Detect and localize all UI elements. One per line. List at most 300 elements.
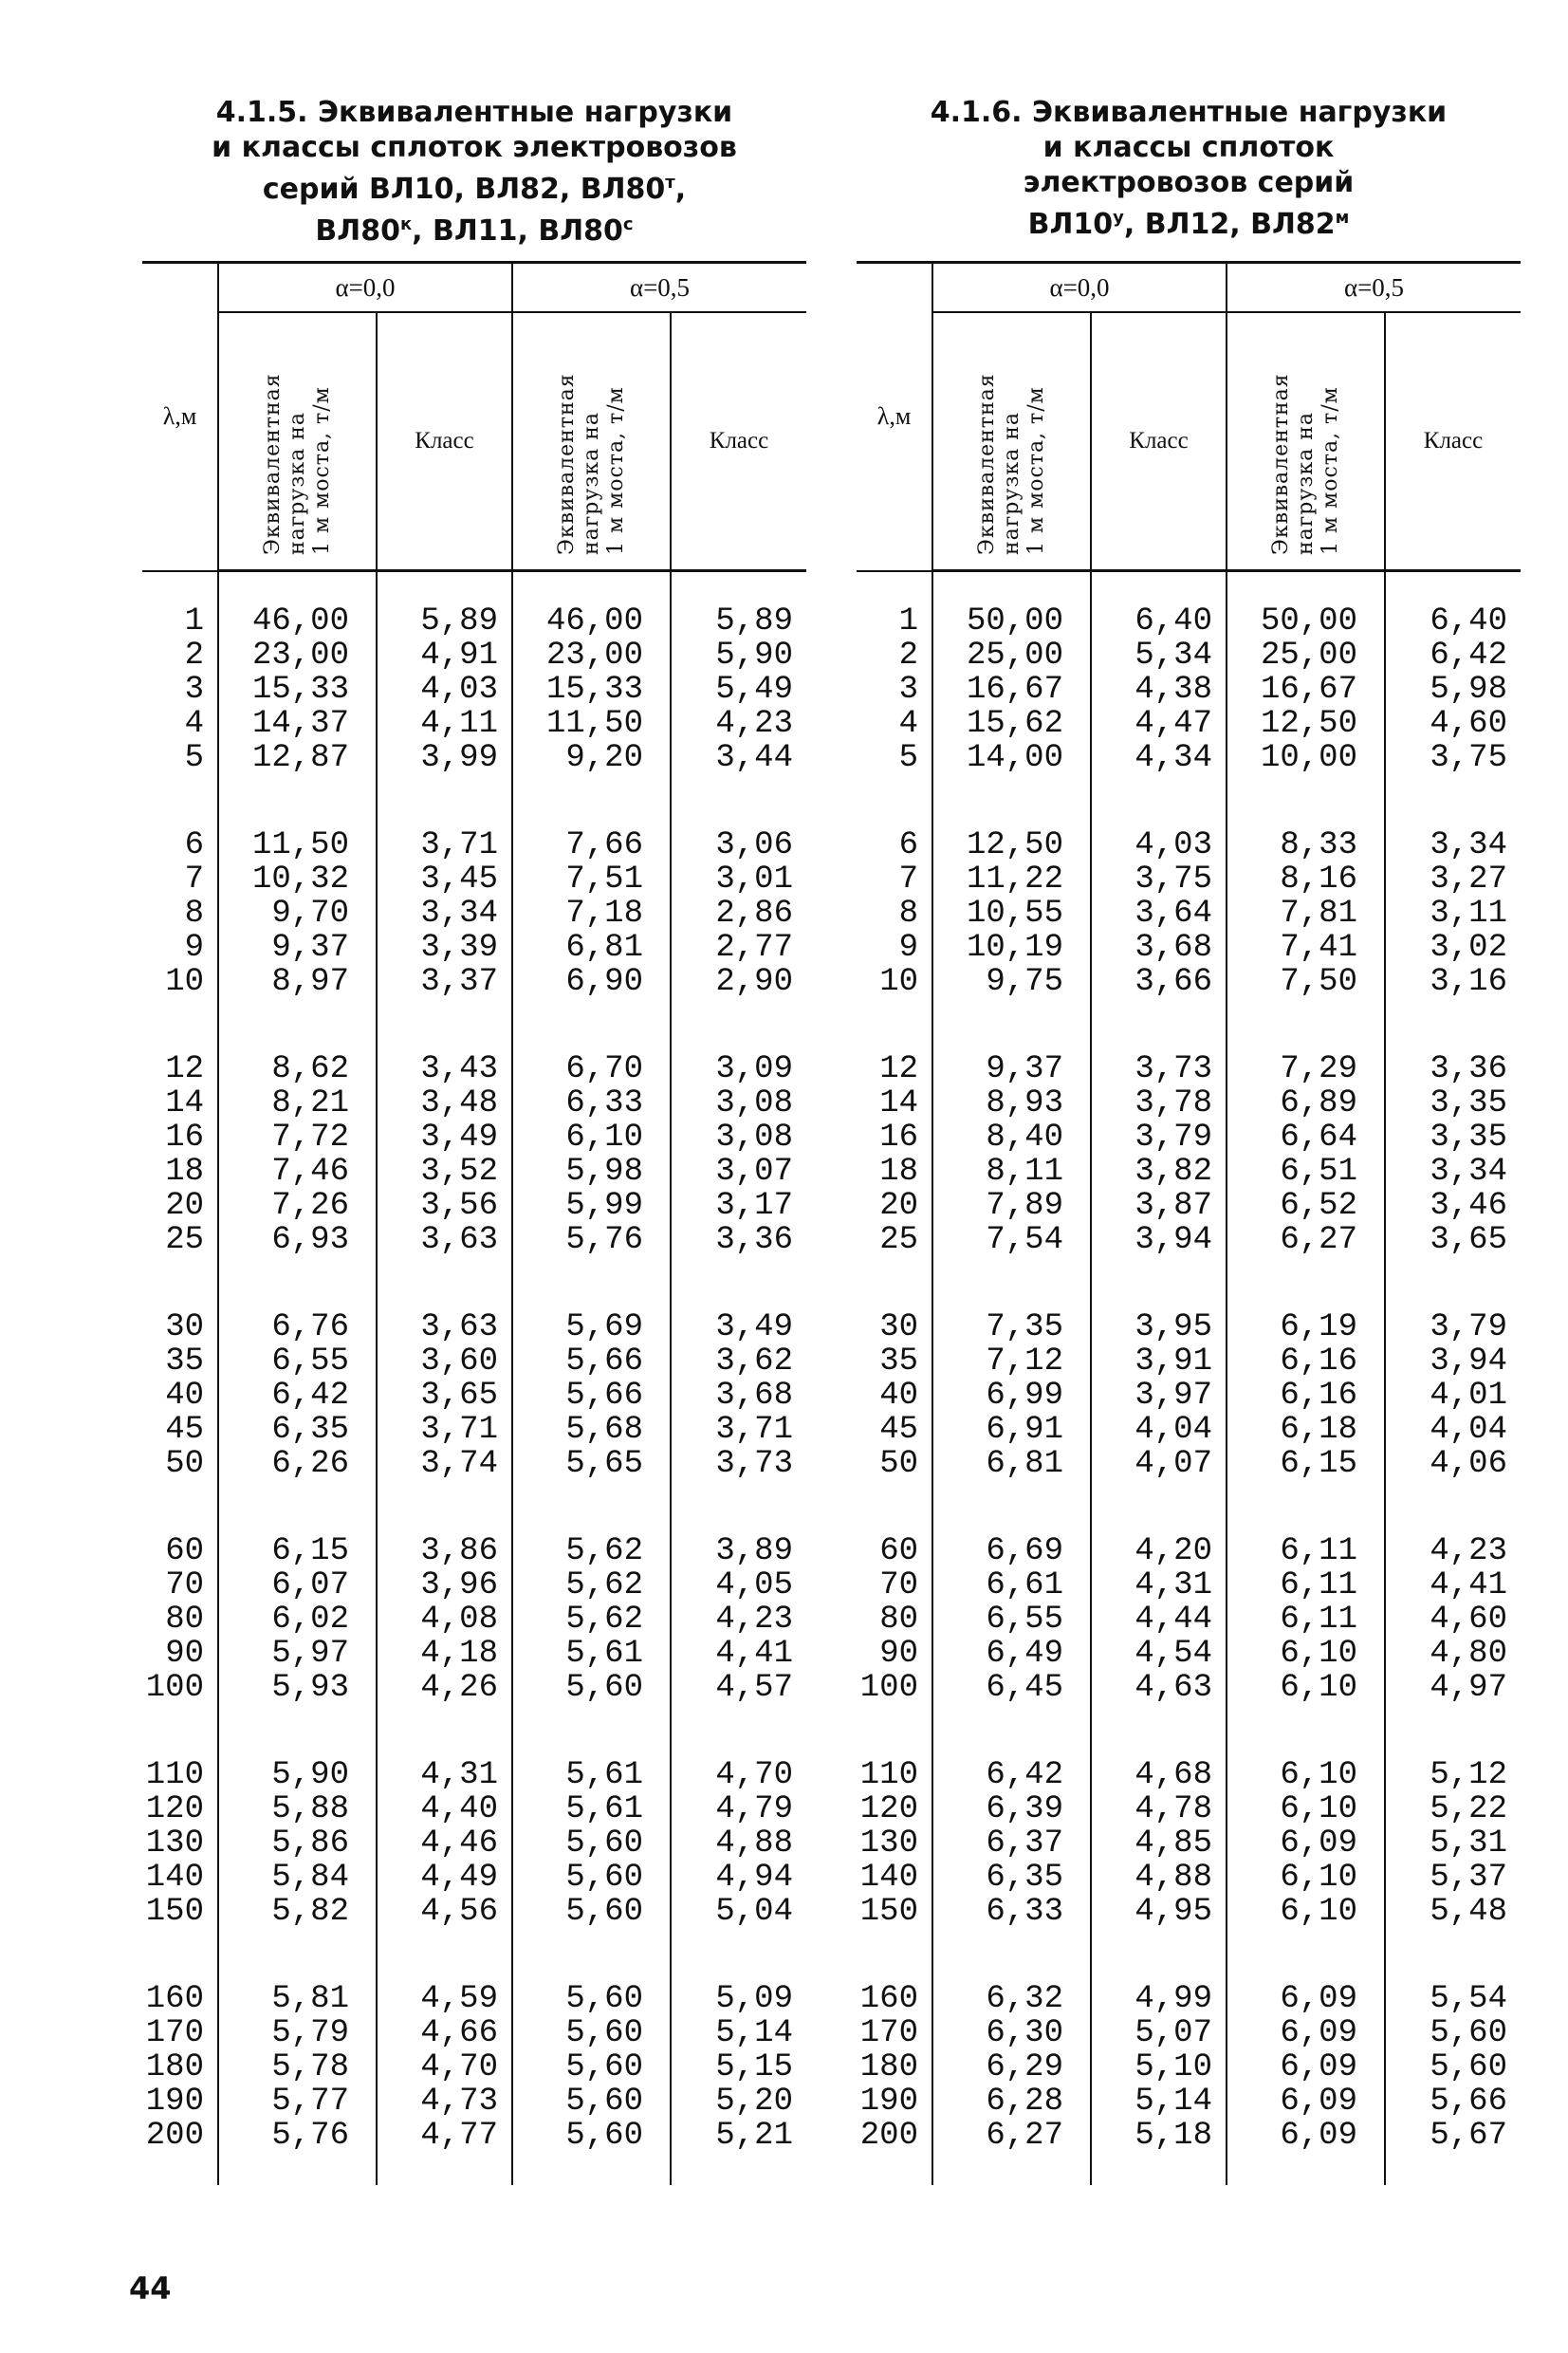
class-a05-cell: 3,34 xyxy=(1385,1155,1521,1189)
lambda-cell: 30 xyxy=(165,1309,204,1345)
class-a0-cell: 6,40 xyxy=(1091,604,1227,639)
class-a05-cell: 5,48 xyxy=(1385,1895,1521,1929)
load-a05-cell: 5,60 xyxy=(512,2016,671,2050)
class-a0-cell: 3,97 xyxy=(1091,1379,1227,1413)
table-row xyxy=(857,1447,1521,1481)
table-row xyxy=(142,1895,806,1929)
header-row-alpha xyxy=(142,263,806,313)
table-row xyxy=(857,1223,1521,1257)
table-title-4-1-5 xyxy=(142,95,806,261)
load-a0-cell: 5,93 xyxy=(218,1671,377,1705)
lambda-cell: 6 xyxy=(184,827,204,863)
class-a05-cell: 3,44 xyxy=(671,741,806,775)
lambda-cell: 6 xyxy=(898,827,918,863)
table-row xyxy=(857,897,1521,931)
load-a0-cell: 6,37 xyxy=(932,1826,1091,1861)
table-row xyxy=(142,2084,806,2119)
load-a05-cell: 50,00 xyxy=(1227,604,1385,639)
table-panel-4-1-6 xyxy=(857,95,1521,2185)
table-row xyxy=(142,1447,806,1481)
lambda-cell: 150 xyxy=(145,1894,204,1930)
load-a0-cell: 12,50 xyxy=(932,828,1091,862)
table-row xyxy=(142,1603,806,1637)
load-a05-cell: 5,98 xyxy=(512,1155,671,1189)
class-a05-cell: 4,23 xyxy=(1385,1534,1521,1568)
spacer-row xyxy=(857,999,1521,1052)
lambda-cell: 12 xyxy=(165,1051,204,1087)
table-row xyxy=(857,2084,1521,2119)
class-a0-cell: 3,34 xyxy=(377,897,512,931)
class-a0-cell: 3,43 xyxy=(377,1052,512,1086)
class-a05-cell: 5,90 xyxy=(671,639,806,673)
table-row xyxy=(857,639,1521,673)
class-a05-cell: 4,60 xyxy=(1385,1603,1521,1637)
class-a0-cell: 4,03 xyxy=(1091,828,1227,862)
class-a0-cell: 5,89 xyxy=(377,604,512,639)
table-row xyxy=(142,1861,806,1895)
lambda-cell: 180 xyxy=(859,2049,918,2085)
lambda-cell: 9 xyxy=(898,930,918,966)
lambda-cell: 20 xyxy=(165,1188,204,1224)
load-a0-cell: 7,46 xyxy=(218,1155,377,1189)
spacer-row xyxy=(142,1929,806,1982)
class-a0-cell: 4,85 xyxy=(1091,1826,1227,1861)
load-a0-cell: 6,27 xyxy=(932,2119,1091,2153)
class-a05-cell: 3,27 xyxy=(1385,862,1521,897)
class-a05-cell: 4,80 xyxy=(1385,1637,1521,1671)
table-row xyxy=(142,1534,806,1568)
load-a05-cell: 7,81 xyxy=(1227,897,1385,931)
class-a0-cell: 3,60 xyxy=(377,1344,512,1379)
table-row xyxy=(142,1155,806,1189)
alpha-0-header: α=0,0 xyxy=(218,263,512,313)
class-header: Класс xyxy=(671,312,806,571)
class-a0-cell: 4,70 xyxy=(377,2050,512,2084)
load-a0-cell: 23,00 xyxy=(218,639,377,673)
class-a05-cell: 4,04 xyxy=(1385,1413,1521,1447)
class-a05-cell: 5,22 xyxy=(1385,1792,1521,1826)
load-a0-cell: 6,42 xyxy=(218,1379,377,1413)
load-a05-cell: 7,51 xyxy=(512,862,671,897)
class-a05-cell: 4,23 xyxy=(671,1603,806,1637)
load-a05-cell: 6,89 xyxy=(1227,1086,1385,1121)
class-a0-cell: 4,40 xyxy=(377,1792,512,1826)
class-a0-cell: 3,63 xyxy=(377,1223,512,1257)
header-row-alpha xyxy=(857,263,1521,313)
load-a05-cell: 5,60 xyxy=(512,2084,671,2119)
title-superscript: м xyxy=(1335,208,1350,228)
table-row xyxy=(142,1413,806,1447)
load-a0-cell: 9,70 xyxy=(218,897,377,931)
table-row xyxy=(857,1052,1521,1086)
load-a05-cell: 5,60 xyxy=(512,1671,671,1705)
class-a0-cell: 3,74 xyxy=(377,1447,512,1481)
class-header: Класс xyxy=(1091,312,1227,571)
class-a0-cell: 3,96 xyxy=(377,1568,512,1603)
load-a0-cell: 5,90 xyxy=(218,1758,377,1792)
class-a05-cell: 6,42 xyxy=(1385,639,1521,673)
lambda-cell: 30 xyxy=(879,1309,918,1345)
load-a05-cell: 6,16 xyxy=(1227,1344,1385,1379)
load-a0-cell: 6,35 xyxy=(218,1413,377,1447)
class-a0-cell: 3,75 xyxy=(1091,862,1227,897)
lambda-cell: 45 xyxy=(879,1412,918,1448)
load-a05-cell: 6,09 xyxy=(1227,2119,1385,2153)
table-row xyxy=(857,1189,1521,1223)
table-row xyxy=(142,1223,806,1257)
load-header: Эквивалентная нагрузка на 1 м моста, т/м xyxy=(218,312,377,571)
spacer-row xyxy=(857,1257,1521,1310)
class-a0-cell: 3,87 xyxy=(1091,1189,1227,1223)
lambda-cell: 100 xyxy=(145,1670,204,1706)
class-header: Класс xyxy=(377,312,512,571)
load-a0-cell: 6,91 xyxy=(932,1413,1091,1447)
table-row xyxy=(857,2016,1521,2050)
class-a0-cell: 5,10 xyxy=(1091,2050,1227,2084)
load-a0-cell: 9,37 xyxy=(932,1052,1091,1086)
class-a0-cell: 3,86 xyxy=(377,1534,512,1568)
class-a05-cell: 5,49 xyxy=(671,673,806,707)
class-a05-cell: 3,07 xyxy=(671,1155,806,1189)
class-a0-cell: 3,65 xyxy=(377,1379,512,1413)
class-a05-cell: 3,49 xyxy=(671,1310,806,1344)
class-a0-cell: 3,71 xyxy=(377,1413,512,1447)
table-row xyxy=(857,1413,1521,1447)
class-a0-cell: 4,88 xyxy=(1091,1861,1227,1895)
class-a05-cell: 3,62 xyxy=(671,1344,806,1379)
load-a0-cell: 7,72 xyxy=(218,1121,377,1155)
class-a05-cell: 5,04 xyxy=(671,1895,806,1929)
load-a0-cell: 5,78 xyxy=(218,2050,377,2084)
load-a05-cell: 6,09 xyxy=(1227,2016,1385,2050)
load-a0-cell: 5,82 xyxy=(218,1895,377,1929)
lambda-cell: 1 xyxy=(184,603,204,639)
class-a0-cell: 4,54 xyxy=(1091,1637,1227,1671)
load-a05-cell: 5,99 xyxy=(512,1189,671,1223)
class-a0-cell: 4,68 xyxy=(1091,1758,1227,1792)
table-row xyxy=(857,1637,1521,1671)
class-a05-cell: 3,35 xyxy=(1385,1121,1521,1155)
load-a05-cell: 5,60 xyxy=(512,1826,671,1861)
class-a05-cell: 3,73 xyxy=(671,1447,806,1481)
lambda-cell: 190 xyxy=(859,2084,918,2120)
load-a05-cell: 6,90 xyxy=(512,965,671,999)
title-text: , ВЛ12, ВЛ82 xyxy=(1123,208,1336,241)
load-a0-cell: 7,89 xyxy=(932,1189,1091,1223)
lambda-cell: 7 xyxy=(898,862,918,898)
load-a05-cell: 16,67 xyxy=(1227,673,1385,707)
class-a0-cell: 3,91 xyxy=(1091,1344,1227,1379)
class-a0-cell: 3,48 xyxy=(377,1086,512,1121)
load-a05-cell: 6,09 xyxy=(1227,1826,1385,1861)
class-a0-cell: 4,20 xyxy=(1091,1534,1227,1568)
table-row xyxy=(142,741,806,775)
load-a0-cell: 14,37 xyxy=(218,707,377,741)
load-a05-cell: 5,68 xyxy=(512,1413,671,1447)
class-a0-cell: 3,45 xyxy=(377,862,512,897)
class-a05-cell: 5,09 xyxy=(671,1982,806,2016)
lambda-cell: 1 xyxy=(898,603,918,639)
class-a0-cell: 4,44 xyxy=(1091,1603,1227,1637)
load-a0-cell: 6,28 xyxy=(932,2084,1091,2119)
title-text: ВЛ10 xyxy=(1027,208,1114,241)
table-row xyxy=(857,1568,1521,1603)
lambda-cell: 10 xyxy=(165,964,204,1000)
lambda-cell: 2 xyxy=(898,638,918,674)
lambda-cell: 5 xyxy=(184,740,204,776)
class-a0-cell: 4,56 xyxy=(377,1895,512,1929)
load-a0-cell: 7,35 xyxy=(932,1310,1091,1344)
class-a05-cell: 5,60 xyxy=(1385,2050,1521,2084)
class-a05-cell: 4,88 xyxy=(671,1826,806,1861)
load-a05-cell: 5,61 xyxy=(512,1637,671,1671)
load-a05-cell: 5,76 xyxy=(512,1223,671,1257)
load-a0-cell: 10,19 xyxy=(932,931,1091,965)
class-a0-cell: 3,56 xyxy=(377,1189,512,1223)
table-row xyxy=(857,1671,1521,1705)
table-row xyxy=(142,1792,806,1826)
table-row xyxy=(142,673,806,707)
class-a0-cell: 3,95 xyxy=(1091,1310,1227,1344)
class-a0-cell: 4,31 xyxy=(377,1758,512,1792)
class-a05-cell: 3,71 xyxy=(671,1413,806,1447)
table-row xyxy=(142,1826,806,1861)
load-a0-cell: 6,39 xyxy=(932,1792,1091,1826)
table-row xyxy=(142,1671,806,1705)
load-a0-cell: 6,15 xyxy=(218,1534,377,1568)
class-a05-cell: 5,67 xyxy=(1385,2119,1521,2153)
load-a0-cell: 12,87 xyxy=(218,741,377,775)
spacer-row xyxy=(857,1929,1521,1982)
class-a05-cell: 4,01 xyxy=(1385,1379,1521,1413)
load-a05-cell: 5,60 xyxy=(512,1895,671,1929)
class-a0-cell: 3,79 xyxy=(1091,1121,1227,1155)
class-a05-cell: 3,01 xyxy=(671,862,806,897)
table-row xyxy=(857,828,1521,862)
class-a0-cell: 3,39 xyxy=(377,931,512,965)
lambda-cell: 40 xyxy=(879,1378,918,1414)
lambda-cell: 70 xyxy=(879,1567,918,1603)
lambda-cell: 60 xyxy=(879,1533,918,1569)
load-a05-cell: 6,09 xyxy=(1227,1982,1385,2016)
class-a05-cell: 3,89 xyxy=(671,1534,806,1568)
data-table-4-1-5 xyxy=(142,261,806,2185)
table-row xyxy=(857,1758,1521,1792)
class-a05-cell: 2,86 xyxy=(671,897,806,931)
table-row xyxy=(857,1121,1521,1155)
lambda-cell: 9 xyxy=(184,930,204,966)
title-line xyxy=(142,207,806,249)
class-a05-cell: 4,79 xyxy=(671,1792,806,1826)
table-row xyxy=(857,1861,1521,1895)
class-a0-cell: 3,78 xyxy=(1091,1086,1227,1121)
title-line: и классы сплоток xyxy=(1042,131,1335,164)
lambda-header: λ,м xyxy=(142,263,218,571)
load-a0-cell: 6,61 xyxy=(932,1568,1091,1603)
title-line: серий ВЛ10, ВЛ82, $ВЛ80^т$, xyxy=(262,173,687,206)
load-a05-cell: 8,16 xyxy=(1227,862,1385,897)
table-row xyxy=(857,931,1521,965)
table-row xyxy=(857,673,1521,707)
class-a05-cell: 5,98 xyxy=(1385,673,1521,707)
load-a0-cell: 50,00 xyxy=(932,604,1091,639)
class-a05-cell: 3,16 xyxy=(1385,965,1521,999)
class-a05-cell: 5,89 xyxy=(671,604,806,639)
class-a05-cell: 3,75 xyxy=(1385,741,1521,775)
title-superscript: т xyxy=(665,173,675,193)
lambda-cell: 140 xyxy=(145,1860,204,1896)
title-line: 4.1.5. Эквивалентные нагрузки xyxy=(215,96,733,129)
load-a0-cell: 5,77 xyxy=(218,2084,377,2119)
class-a05-cell: 5,21 xyxy=(671,2119,806,2153)
load-a0-cell: 6,07 xyxy=(218,1568,377,1603)
lambda-cell: 100 xyxy=(859,1670,918,1706)
load-a05-cell: 8,33 xyxy=(1227,828,1385,862)
load-a05-cell: 6,15 xyxy=(1227,1447,1385,1481)
load-a05-cell: 10,00 xyxy=(1227,741,1385,775)
title-line: и классы сплоток электровозов xyxy=(212,131,737,164)
lambda-cell: 60 xyxy=(165,1533,204,1569)
load-a0-cell: 5,88 xyxy=(218,1792,377,1826)
class-a0-cell: 3,49 xyxy=(377,1121,512,1155)
table-row xyxy=(857,1086,1521,1121)
load-a0-cell: 16,67 xyxy=(932,673,1091,707)
title-line: 4.1.6. Эквивалентные нагрузки xyxy=(930,96,1448,129)
class-a0-cell: 3,73 xyxy=(1091,1052,1227,1086)
load-a05-cell: 5,66 xyxy=(512,1344,671,1379)
load-a0-cell: 15,62 xyxy=(932,707,1091,741)
class-a05-cell: 4,23 xyxy=(671,707,806,741)
class-a0-cell: 4,38 xyxy=(1091,673,1227,707)
table-row xyxy=(142,931,806,965)
class-a05-cell: 3,11 xyxy=(1385,897,1521,931)
load-a0-cell: 5,97 xyxy=(218,1637,377,1671)
lambda-cell: 80 xyxy=(165,1602,204,1638)
title-line: электровозов серий xyxy=(1023,166,1355,199)
class-a05-cell: 3,68 xyxy=(671,1379,806,1413)
load-a05-cell: 25,00 xyxy=(1227,639,1385,673)
load-a05-cell: 6,09 xyxy=(1227,2084,1385,2119)
load-a0-cell: 7,54 xyxy=(932,1223,1091,1257)
class-a05-cell: 4,05 xyxy=(671,1568,806,1603)
header-row-columns xyxy=(142,312,806,571)
load-a05-cell: 6,10 xyxy=(1227,1861,1385,1895)
lambda-cell: 3 xyxy=(898,672,918,708)
class-a0-cell: 4,11 xyxy=(377,707,512,741)
load-a0-cell: 14,00 xyxy=(932,741,1091,775)
lambda-cell: 120 xyxy=(859,1791,918,1827)
table-row xyxy=(142,1637,806,1671)
lambda-cell: 45 xyxy=(165,1412,204,1448)
load-a0-cell: 8,11 xyxy=(932,1155,1091,1189)
spacer-row xyxy=(142,571,806,605)
load-a05-cell: 11,50 xyxy=(512,707,671,741)
class-a05-cell: 3,46 xyxy=(1385,1189,1521,1223)
lambda-cell: 20 xyxy=(879,1188,918,1224)
load-a05-cell: 7,66 xyxy=(512,828,671,862)
class-a0-cell: 4,31 xyxy=(1091,1568,1227,1603)
lambda-cell: 5 xyxy=(898,740,918,776)
class-a05-cell: 3,06 xyxy=(671,828,806,862)
class-a05-cell: 5,15 xyxy=(671,2050,806,2084)
spacer-row xyxy=(142,1705,806,1758)
spacer-row xyxy=(142,999,806,1052)
load-a0-cell: 8,21 xyxy=(218,1086,377,1121)
lambda-cell: 110 xyxy=(859,1757,918,1793)
class-a05-cell: 5,31 xyxy=(1385,1826,1521,1861)
class-a05-cell: 3,02 xyxy=(1385,931,1521,965)
lambda-cell: 160 xyxy=(145,1981,204,2017)
lambda-cell: 170 xyxy=(859,2015,918,2051)
load-a05-cell: 6,10 xyxy=(512,1121,671,1155)
class-a0-cell: 4,03 xyxy=(377,673,512,707)
load-a0-cell: 5,79 xyxy=(218,2016,377,2050)
class-a05-cell: 5,54 xyxy=(1385,1982,1521,2016)
table-row xyxy=(857,2119,1521,2153)
lambda-cell: 150 xyxy=(859,1894,918,1930)
load-a0-cell: 46,00 xyxy=(218,604,377,639)
table-row xyxy=(857,1826,1521,1861)
table-row xyxy=(857,1155,1521,1189)
table-row xyxy=(142,2119,806,2153)
class-a05-cell: 4,41 xyxy=(1385,1568,1521,1603)
class-a05-cell: 4,57 xyxy=(671,1671,806,1705)
load-a0-cell: 6,42 xyxy=(932,1758,1091,1792)
class-a05-cell: 2,90 xyxy=(671,965,806,999)
page-number: 44 xyxy=(129,2270,172,2307)
class-a0-cell: 4,99 xyxy=(1091,1982,1227,2016)
lambda-cell: 130 xyxy=(145,1825,204,1862)
title-superscript: у xyxy=(1113,208,1124,228)
load-a05-cell: 23,00 xyxy=(512,639,671,673)
spacer-row xyxy=(857,2153,1521,2185)
load-a05-cell: 6,81 xyxy=(512,931,671,965)
class-a0-cell: 4,04 xyxy=(1091,1413,1227,1447)
load-a0-cell: 7,12 xyxy=(932,1344,1091,1379)
class-a0-cell: 3,94 xyxy=(1091,1223,1227,1257)
table-row xyxy=(142,1086,806,1121)
table-row xyxy=(857,1792,1521,1826)
title-text: , ВЛ11, ВЛ80 xyxy=(412,214,623,248)
table-row xyxy=(857,1379,1521,1413)
lambda-cell: 80 xyxy=(879,1602,918,1638)
class-a05-cell: 3,36 xyxy=(1385,1052,1521,1086)
alpha-05-header: α=0,5 xyxy=(512,263,806,313)
table-row xyxy=(142,828,806,862)
load-a0-cell: 6,99 xyxy=(932,1379,1091,1413)
load-a05-cell: 6,70 xyxy=(512,1052,671,1086)
class-a0-cell: 5,14 xyxy=(1091,2084,1227,2119)
alpha-05-header: α=0,5 xyxy=(1227,263,1521,313)
table-row xyxy=(857,2050,1521,2084)
load-a0-cell: 7,26 xyxy=(218,1189,377,1223)
class-a05-cell: 3,94 xyxy=(1385,1344,1521,1379)
class-a05-cell: 4,41 xyxy=(671,1637,806,1671)
class-a0-cell: 4,08 xyxy=(377,1603,512,1637)
table-row xyxy=(857,862,1521,897)
class-a0-cell: 5,34 xyxy=(1091,639,1227,673)
load-a0-cell: 11,50 xyxy=(218,828,377,862)
class-a05-cell: 6,40 xyxy=(1385,604,1521,639)
class-a0-cell: 4,59 xyxy=(377,1982,512,2016)
class-a05-cell: 5,12 xyxy=(1385,1758,1521,1792)
header-row-columns xyxy=(857,312,1521,571)
lambda-cell: 8 xyxy=(184,896,204,932)
class-a0-cell: 5,07 xyxy=(1091,2016,1227,2050)
load-a0-cell: 10,32 xyxy=(218,862,377,897)
load-a0-cell: 6,32 xyxy=(932,1982,1091,2016)
class-a0-cell: 3,52 xyxy=(377,1155,512,1189)
